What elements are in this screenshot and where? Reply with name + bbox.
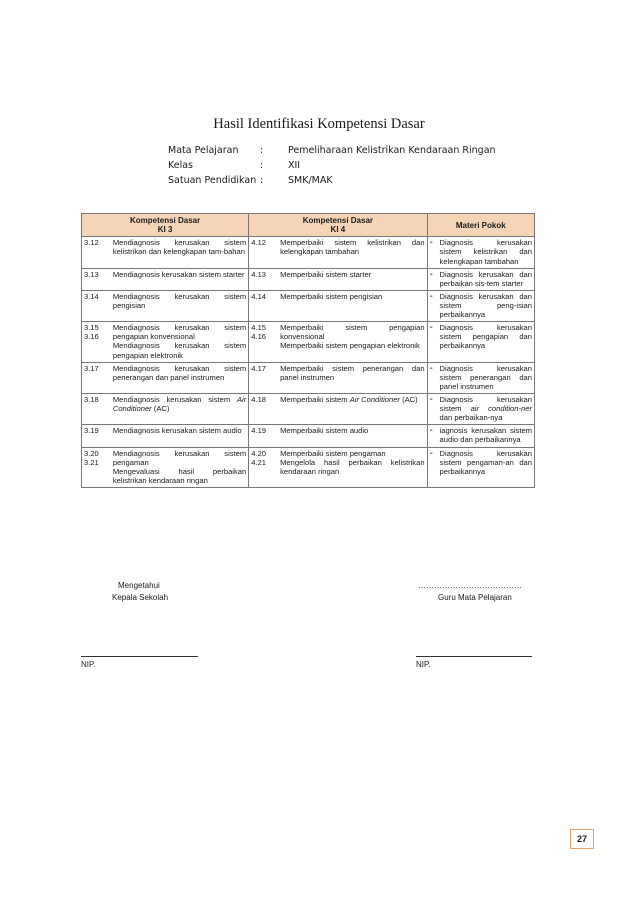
ki4-text: Memperbaiki sistem starter <box>280 269 372 279</box>
materi-item <box>430 426 532 444</box>
kompetensi-table <box>81 213 535 488</box>
ki4-text: Memperbaiki sistem audio <box>280 426 369 436</box>
sign-right-2: Guru Mata Pelajaran <box>438 593 512 602</box>
ki4-text: Memperbaiki sistem pengapian elektronik <box>280 341 420 351</box>
ki4-text: Memperbaiki sistem kelistrikan dan kelengkapan tambahan <box>280 238 425 257</box>
ki4-text-cell <box>278 425 427 447</box>
ki3-number-cell <box>82 290 111 321</box>
ki4-number: 4.16 <box>251 332 267 342</box>
ki4-text: Memperbaiki sistem pengapian konvensional <box>280 323 425 342</box>
ki4-text-italic: Air Conditioner <box>349 395 400 405</box>
ki3-number: 3.14 <box>84 291 99 301</box>
ki3-text-cell <box>111 447 249 487</box>
ki4-number-cell <box>249 322 278 362</box>
page-title: Hasil Identifikasi Kompetensi Dasar <box>213 116 425 132</box>
ki4-text-cell <box>278 322 427 362</box>
materi-cell <box>427 362 534 393</box>
ki4-number: 4.12 <box>251 238 267 248</box>
ki4-text: Memperbaiki sistem pengaman <box>280 448 386 458</box>
ki3-number: 3.21 <box>84 457 99 467</box>
ki3-text: Mendiagnosis kerusakan sistem pengapian elektronik <box>112 341 247 360</box>
ki4-text-cell <box>278 447 427 487</box>
ki4-number: 4.20 <box>251 448 267 458</box>
ki4-text-cell <box>278 237 427 268</box>
table-row <box>82 425 535 447</box>
ki4-text-cell <box>278 290 427 321</box>
sign-left-2: Kepala Sekolah <box>112 593 169 602</box>
ki4-number: 4.21 <box>251 457 267 467</box>
materi-text-italic: air condition-ner <box>470 404 532 414</box>
ki3-number-cell <box>82 268 111 290</box>
materi-cell <box>427 322 534 362</box>
ki4-text-after: (AC) <box>399 395 418 405</box>
ki3-text: Mendiagnosis kerusakan sistem kelistrikan dan kelengkapan tam-bahan <box>112 238 247 257</box>
table-row <box>82 322 535 362</box>
ki4-text: Memperbaiki sistem pengisian <box>280 291 383 301</box>
meta-colon: : <box>260 175 264 186</box>
materi-item <box>430 270 532 288</box>
ki4-number: 4.15 <box>251 323 267 333</box>
ki3-text-after: (AC) <box>151 404 170 414</box>
header-ki4-line1: Kompetensi Dasar <box>302 216 374 225</box>
ki4-number: 4.14 <box>251 291 267 301</box>
meta-label: Satuan Pendidikan <box>168 175 257 186</box>
bullet-dash: - <box>429 394 433 406</box>
ki3-number-cell <box>82 425 111 447</box>
bullet-dash: - <box>429 237 433 249</box>
bullet-dash: - <box>429 362 433 374</box>
ki3-text: Mendiagnosis kerusakan sistem penerangan dan panel instrumen <box>112 363 247 382</box>
ki3-text-cell <box>111 290 249 321</box>
signature-line-left <box>81 656 198 657</box>
ki3-number-cell <box>82 447 111 487</box>
footer-decoration <box>150 818 600 848</box>
header-ki3-line2: KI 3 <box>157 225 173 235</box>
ki3-number: 3.15 <box>84 323 99 333</box>
nip-left: NIP. <box>81 660 96 669</box>
bullet-dash: - <box>429 447 433 459</box>
ki4-number-cell <box>249 447 278 487</box>
ki4-number-cell <box>249 290 278 321</box>
ki3-text-cell <box>111 237 249 268</box>
materi-text: Diagnosis kerusakan sistem pengaman-an dan perbaikannya <box>439 448 532 476</box>
materi-text <box>440 395 532 422</box>
ki3-text: Mendiagnosis kerusakan sistem pengaman <box>112 448 247 467</box>
materi-cell <box>427 447 534 487</box>
ki3-text: Mendiagnosis kerusakan sistem pengapian konvensional <box>112 323 247 342</box>
ki3-number-cell <box>82 362 111 393</box>
materi-cell <box>427 290 534 321</box>
sign-right-1: ………………………………… <box>418 581 522 590</box>
ki3-number: 3.18 <box>84 395 99 405</box>
materi-item <box>430 364 532 391</box>
ki4-number: 4.13 <box>251 269 267 279</box>
materi-cell <box>427 394 534 425</box>
materi-item <box>430 292 532 319</box>
materi-item <box>430 323 532 350</box>
header-ki3-line1: Kompetensi Dasar <box>129 216 201 225</box>
ki3-text <box>113 395 246 413</box>
meta-label: Mata Pelajaran <box>168 145 239 156</box>
bullet-dash: - <box>429 425 433 437</box>
ki3-text: Mendiagnosis kerusakan sistem audio <box>112 426 242 436</box>
materi-item <box>430 449 532 476</box>
meta-label: Kelas <box>168 160 194 171</box>
ki3-text: Mendiagnosis kerusakan sistem pengisian <box>112 291 247 311</box>
materi-item <box>430 238 532 265</box>
ki3-text: Mendiagnosis kerusakan sistem starter <box>112 269 245 279</box>
ki3-text: Mengevaluasi hasil perbaikan kelistrikan kendaraan ringan <box>112 466 247 485</box>
bullet-dash: - <box>429 322 433 334</box>
sign-left-1: Mengetahui <box>118 581 160 590</box>
materi-text: iagnosis kerusakan sistem audio dan perbaikannya <box>439 426 532 445</box>
materi-cell <box>427 425 534 447</box>
materi-text: Diagnosis kerusakan dan sistem peng-isian perbaikannya <box>439 291 532 320</box>
ki3-number-cell <box>82 237 111 268</box>
ki3-text-cell <box>111 322 249 362</box>
ki4-number: 4.17 <box>251 363 267 373</box>
ki4-text-part: Memperbaiki sistem <box>280 395 348 405</box>
ki4-number-cell <box>249 425 278 447</box>
ki4-number-cell <box>249 237 278 268</box>
ki4-text-cell <box>278 362 427 393</box>
ki3-text-cell <box>111 268 249 290</box>
table-row <box>82 362 535 393</box>
meta-value: XII <box>288 160 301 171</box>
ki4-text: Memperbaiki sistem penerangan dan panel instrumen <box>280 363 425 382</box>
ki3-number-cell <box>82 322 111 362</box>
page-number: 27 <box>570 829 594 849</box>
ki3-number-cell <box>82 394 111 425</box>
ki4-text <box>280 395 424 404</box>
materi-text: Diagnosis kerusakan dan perbaikan sis-tem starter <box>439 269 532 288</box>
materi-cell <box>427 268 534 290</box>
ki3-number: 3.13 <box>84 269 99 279</box>
ki4-text-cell <box>278 268 427 290</box>
ki3-text-part: Mendiagnosis kerusakan sistem <box>112 395 231 405</box>
table-row <box>82 394 535 425</box>
signature-line-right <box>416 656 532 657</box>
ki3-text-cell <box>111 394 249 425</box>
ki4-number: 4.18 <box>251 395 267 405</box>
materi-text: Diagnosis kerusakan sistem kelistrikan dan kelengkapan tambahan <box>439 238 532 266</box>
header-ki4 <box>249 214 427 237</box>
header-materi: Materi Pokok <box>427 214 534 237</box>
materi-text-part: Diagnosis kerusakan sistem <box>439 395 532 414</box>
ki3-text-cell <box>111 425 249 447</box>
meta-value: SMK/MAK <box>288 175 333 186</box>
ki4-number-cell <box>249 268 278 290</box>
materi-text: Diagnosis kerusakan sistem pengapian dan perbaikannya <box>439 323 532 351</box>
meta-colon: : <box>260 145 264 156</box>
ki3-text-italic: Air Conditioner <box>112 395 247 414</box>
table-row <box>82 237 535 268</box>
nip-right: NIP. <box>416 660 431 669</box>
table-row <box>82 268 535 290</box>
materi-text: Diagnosis kerusakan sistem penerangan dan panel instrumen <box>439 363 532 391</box>
materi-text-after: dan perbaikan-nya <box>439 413 503 423</box>
materi-item <box>430 395 532 422</box>
materi-cell <box>427 237 534 268</box>
table-row <box>82 290 535 321</box>
table-header-row <box>82 214 535 237</box>
ki3-number: 3.16 <box>84 332 99 342</box>
header-ki3 <box>82 214 249 237</box>
ki3-number: 3.20 <box>84 448 99 458</box>
bullet-dash: - <box>429 268 433 280</box>
meta-colon: : <box>260 160 264 171</box>
ki3-number: 3.17 <box>84 363 99 373</box>
meta-value: Pemeliharaan Kelistrikan Kendaraan Ringan <box>288 145 496 156</box>
ki4-number: 4.19 <box>251 426 267 436</box>
ki3-number: 3.12 <box>84 238 99 248</box>
ki3-number: 3.19 <box>84 426 99 436</box>
table-row <box>82 447 535 487</box>
bullet-dash: - <box>429 290 433 302</box>
ki3-text-cell <box>111 362 249 393</box>
ki4-text-cell <box>278 394 427 425</box>
ki4-text: Mengelola hasil perbaikan kelistrikan kendaraan ringan <box>280 457 425 476</box>
ki4-number-cell <box>249 394 278 425</box>
header-ki4-line2: KI 4 <box>330 225 346 235</box>
ki4-number-cell <box>249 362 278 393</box>
